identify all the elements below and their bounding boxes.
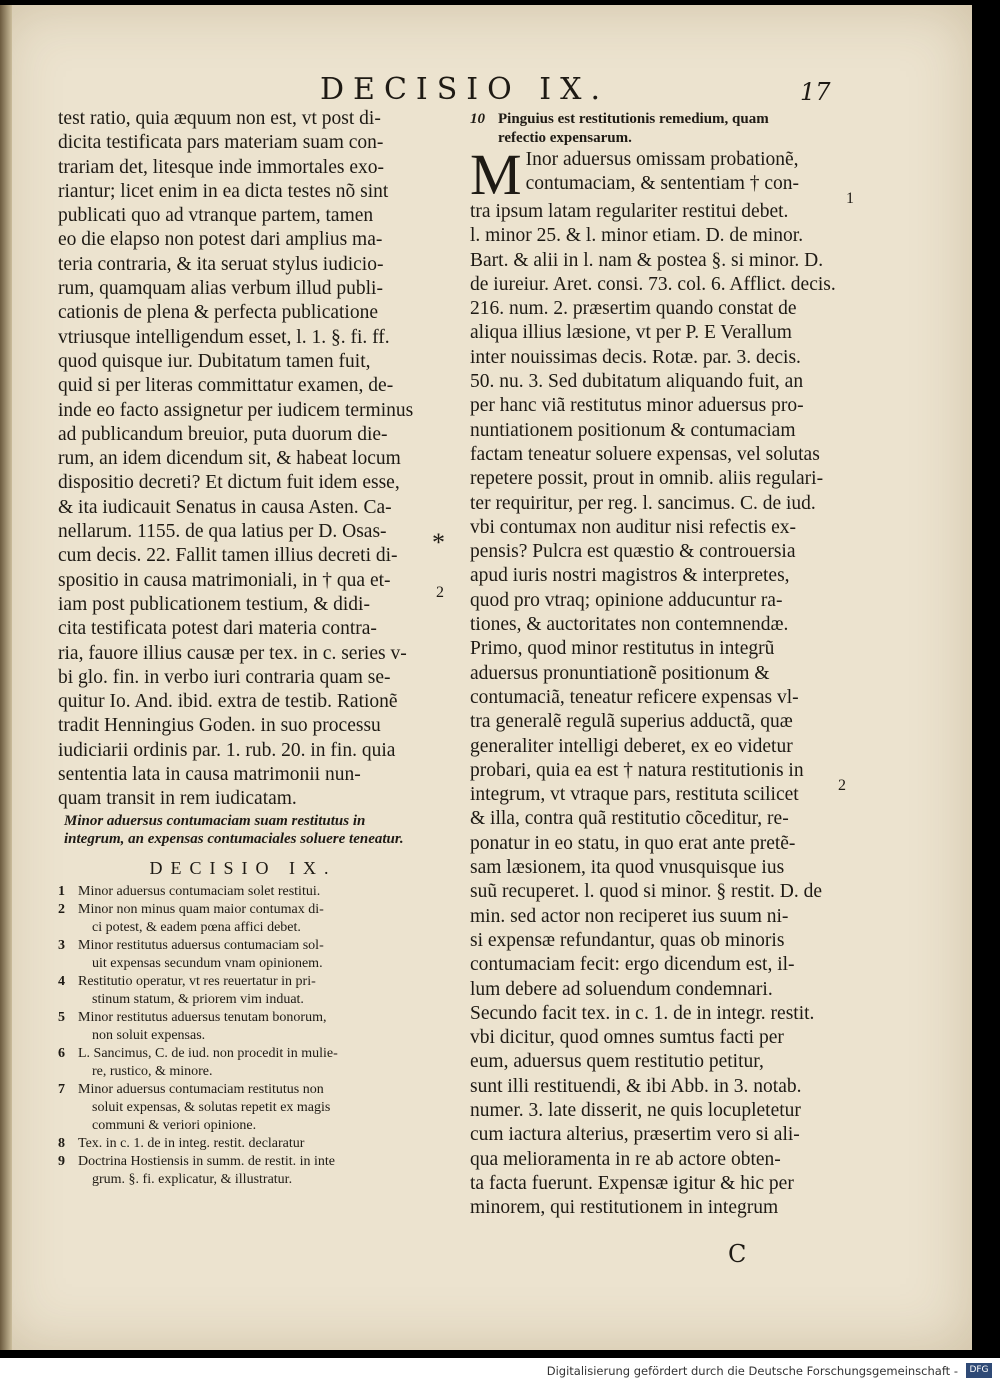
item-line: Tex. in c. 1. de in integ. restit. declaratur	[78, 1135, 305, 1151]
right-column	[470, 110, 838, 1220]
item-line: Minor aduersus contumaciam restitutus non	[78, 1081, 324, 1097]
text-line: iudiciarii ordinis par. 1. rub. 20. in fin. quia	[58, 739, 396, 761]
text-line: riantur; licet enim in ea dicta testes nõ sint	[58, 180, 389, 202]
running-header: DECISIO IX.	[320, 72, 610, 107]
text-line: factam teneatur soluere expensas, vel solutas	[470, 443, 820, 465]
text-line: suũ recuperet. l. quod si minor. § restit. D. de	[470, 881, 823, 903]
book-spine	[0, 5, 12, 1350]
text-line: apud iuris nostri magistros & interpretes,	[470, 565, 790, 587]
text-line: quam transit in rem iudicatam.	[58, 788, 297, 810]
text-line: aliqua illius læsione, vt per P. E Verallum	[470, 322, 792, 344]
text-line: integrum, vt vtraque pars, restituta scilicet	[470, 784, 799, 806]
text-line: publicati quo ad vtranque partem, tamen	[58, 205, 374, 227]
text-line: repetere possit, prout in omnib. aliis regulari-	[470, 468, 824, 490]
text-line: ponatur in eo statu, in quo erat ante pretẽ-	[470, 832, 796, 854]
text-line: eo die elapso non potest dari amplius ma-	[58, 229, 383, 251]
margin-number: 2	[436, 584, 444, 601]
page-number: 17	[800, 78, 831, 106]
index-item	[58, 937, 428, 973]
text-line: Bart. & alii in l. nam & postea §. si minor. D.	[470, 249, 824, 271]
text-line: inde eo facto assignetur per iudicem terminus	[58, 399, 414, 421]
item-line: Minor restitutus aduersus contumaciam sol-	[78, 937, 324, 953]
item-line: Doctrina Hostiensis in summ. de restit. in inte	[78, 1153, 336, 1169]
opening-paragraph	[470, 142, 838, 207]
item-number: 10	[470, 111, 485, 127]
text-line: 216. num. 2. præsertim quando constat de	[470, 298, 797, 320]
text-line: cationis de plena & perfecta publicatione	[58, 302, 378, 324]
index-item	[58, 973, 428, 1009]
right-text-block	[470, 200, 838, 1220]
item-number: 2	[58, 901, 65, 917]
text-line: sunt illi restituendi, & ibi Abb. in 3. notab.	[470, 1075, 802, 1097]
text-line: dicita testificata pars materiam suam con-	[58, 132, 384, 154]
item-line: grum. §. fi. explicatur, & illustratur.	[92, 1171, 293, 1187]
index-item	[58, 901, 428, 937]
text-line: sam læsionem, ita quod vnusquisque ius	[470, 857, 785, 879]
text-line: quitur Io. And. ibid. extra de testib. Rationẽ	[58, 691, 398, 713]
dfg-logo: DFG	[966, 1363, 992, 1378]
text-line: de iureiur. Aret. consi. 73. col. 6. Afflict. decis.	[470, 273, 836, 295]
text-line: ter requiritur, per reg. l. sancimus. C. de iud.	[470, 492, 816, 514]
text-line: & illa, contra quã restitutio cõceditur, re-	[470, 808, 789, 830]
text-line: Inor aduersus omissam probationẽ,	[525, 149, 799, 170]
text-line: si expensæ refundantur, quas ob minoris	[470, 929, 785, 951]
text-line: contumaciã, teneatur reficere expensas vl-	[470, 686, 799, 708]
text-line: eum, aduersus quem restitutio petitur,	[470, 1051, 764, 1073]
text-line: minorem, qui restitutionem in integrum	[470, 1197, 779, 1219]
item-line: Minor aduersus contumaciam solet restitui.	[78, 883, 321, 899]
text-line: generaliter intelligi deberet, ex eo videtur	[470, 735, 793, 757]
text-line: ria, fauore illius causæ per tex. in c. series v-	[58, 642, 407, 664]
index-item	[58, 1045, 428, 1081]
text-line: trariam det, litesque inde immortales exo-	[58, 156, 384, 178]
text-line: bi glo. fin. in verbo iuri contraria quam se-	[58, 666, 391, 688]
text-line: quod pro vtraq; opinione adducuntur ra-	[470, 589, 783, 611]
text-line: min. sed actor non reciperet ius suum ni-	[470, 905, 789, 927]
text-line: tiones, & auctoritates non contemnendæ.	[470, 614, 789, 636]
item-number: 7	[58, 1081, 65, 1097]
index-item	[58, 883, 428, 901]
summary-item-10	[470, 110, 838, 148]
item-line: Minor restitutus aduersus tenutam bonorum,	[78, 1009, 327, 1025]
item-line: refectio expensarum.	[498, 130, 632, 146]
text-line: rum, an idem dicendum sit, & habeat locum	[58, 448, 401, 470]
text-line: contumaciam fecit: ergo dicendum est, il-	[470, 954, 795, 976]
text-line: tradit Henningius Goden. in suo processu	[58, 715, 381, 737]
item-line: communi & veriori opinione.	[92, 1117, 257, 1133]
text-line: ta facta fuerunt. Expensæ igitur & hic per	[470, 1172, 794, 1194]
text-line: probari, quia ea est † natura restitutionis in	[470, 759, 804, 781]
text-line: vbi contumax non auditur nisi refectis ex-	[470, 516, 796, 538]
text-line: nellarum. 1155. de qua latius per D. Osas-	[58, 521, 387, 543]
text-line: rum, quamquam alias verbum illud publi-	[58, 278, 383, 300]
drop-cap: M	[470, 142, 522, 207]
text-line: inter nouissimas decis. Rotæ. par. 3. decis.	[470, 346, 801, 368]
item-number: 9	[58, 1153, 65, 1169]
margin-number: 2	[838, 777, 846, 794]
item-number: 8	[58, 1135, 65, 1151]
item-line: Restitutio operatur, vt res reuertatur in pri-	[78, 973, 316, 989]
item-line: stinum statum, & priorem vim induat.	[92, 991, 304, 1007]
index-item	[58, 1081, 428, 1135]
item-number: 6	[58, 1045, 65, 1061]
footer-credit: Digitalisierung gefördert durch die Deutsche Forschungsgemeinschaft -	[546, 1364, 958, 1378]
item-line: Minor non minus quam maior contumax di-	[78, 901, 324, 917]
margin-number: 1	[846, 190, 854, 207]
item-line: L. Sancimus, C. de iud. non procedit in mulie-	[78, 1045, 338, 1061]
item-line: non soluit expensas.	[92, 1027, 206, 1043]
text-line: contumaciam, & sententiam † con-	[525, 173, 800, 195]
text-line: tra ipsum latam regulariter restitui debet.	[470, 201, 789, 222]
text-line: tra generalẽ regulã superius adductã, quæ	[470, 711, 793, 733]
text-line: ad publicandum breuior, puta duorum die-	[58, 423, 388, 445]
text-line: qua melioramenta in re ab actore obten-	[470, 1148, 781, 1170]
text-line: aduersus pronuntiationẽ positionum &	[470, 662, 770, 684]
text-line: l. minor 25. & l. minor etiam. D. de minor.	[470, 225, 804, 247]
left-column	[58, 107, 428, 1189]
text-line: spositio in causa matrimoniali, in † qua et-	[58, 569, 391, 591]
text-line: cita testificata potest dari materia contra-	[58, 618, 377, 640]
item-line: uit expensas secundum vnam opinionem.	[92, 955, 323, 971]
text-line: vbi dicitur, quod omnes sumtus facti per	[470, 1027, 784, 1049]
text-line: 50. nu. 3. Sed dubitatum aliquando fuit, an	[470, 371, 804, 393]
decision-summary: Minor aduersus contumaciam suam restitutus in integrum, an expensas contumaciales soluere teneatur.	[64, 812, 404, 847]
text-line: Primo, quod minor restitutus in integrũ	[470, 638, 775, 660]
text-line: vtriusque intelligendum esset, l. 1. §. fi. ff.	[58, 326, 390, 348]
item-number: 5	[58, 1009, 65, 1025]
text-line: cum decis. 22. Fallit tamen illius decreti di-	[58, 545, 398, 567]
item-line: Pinguius est restitutionis remedium, quam	[498, 111, 769, 127]
text-line: test ratio, quia æquum non est, vt post di-	[58, 108, 381, 129]
text-line: lum debere ad soluendum condemnari.	[470, 978, 773, 1000]
text-line: cum iactura alterius, præsertim vero si ali-	[470, 1124, 800, 1146]
text-line: pensis? Pulcra est quæstio & controuersia	[470, 541, 796, 563]
signature-mark: C	[728, 1240, 747, 1268]
text-line: dispositio decreti? Et dictum fuit idem esse,	[58, 472, 400, 494]
text-line: iam post publicationem testium, & didi-	[58, 593, 370, 615]
item-line: re, rustico, & minore.	[92, 1063, 213, 1079]
text-line: nuntiationem positionum & contumaciam	[470, 419, 796, 441]
text-line: per hanc viã restitutus minor aduersus pro-	[470, 395, 804, 417]
index-item	[58, 1135, 428, 1153]
item-line: ci potest, & eadem pœna affici debet.	[92, 919, 301, 935]
item-number: 1	[58, 883, 65, 899]
footer-bar	[0, 1358, 1000, 1385]
margin-star: *	[432, 528, 445, 557]
text-line: quod quisque iur. Dubitatum tamen fuit,	[58, 350, 371, 372]
text-line: & ita iudicauit Senatus in causa Asten. Ca-	[58, 496, 392, 518]
item-line: soluit expensas, & solutas repetit ex magis	[92, 1099, 331, 1115]
decision-heading: DECISIO IX.	[149, 857, 337, 878]
text-line: sententia lata in causa matrimonii nun-	[58, 764, 361, 786]
index-item	[58, 1153, 428, 1189]
text-line: numer. 3. late disserit, ne quis locupletetur	[470, 1099, 801, 1121]
text-line: teria contraria, & ita seruat stylus iudicio-	[58, 253, 384, 275]
left-text-block	[58, 107, 428, 812]
index-item	[58, 1009, 428, 1045]
item-number: 4	[58, 973, 65, 989]
item-number: 3	[58, 937, 65, 953]
summary-index	[58, 883, 428, 1189]
text-line: Secundo facit tex. in c. 1. de in integr. restit.	[470, 1002, 815, 1024]
text-line: quid si per literas committatur examen, de-	[58, 375, 394, 397]
